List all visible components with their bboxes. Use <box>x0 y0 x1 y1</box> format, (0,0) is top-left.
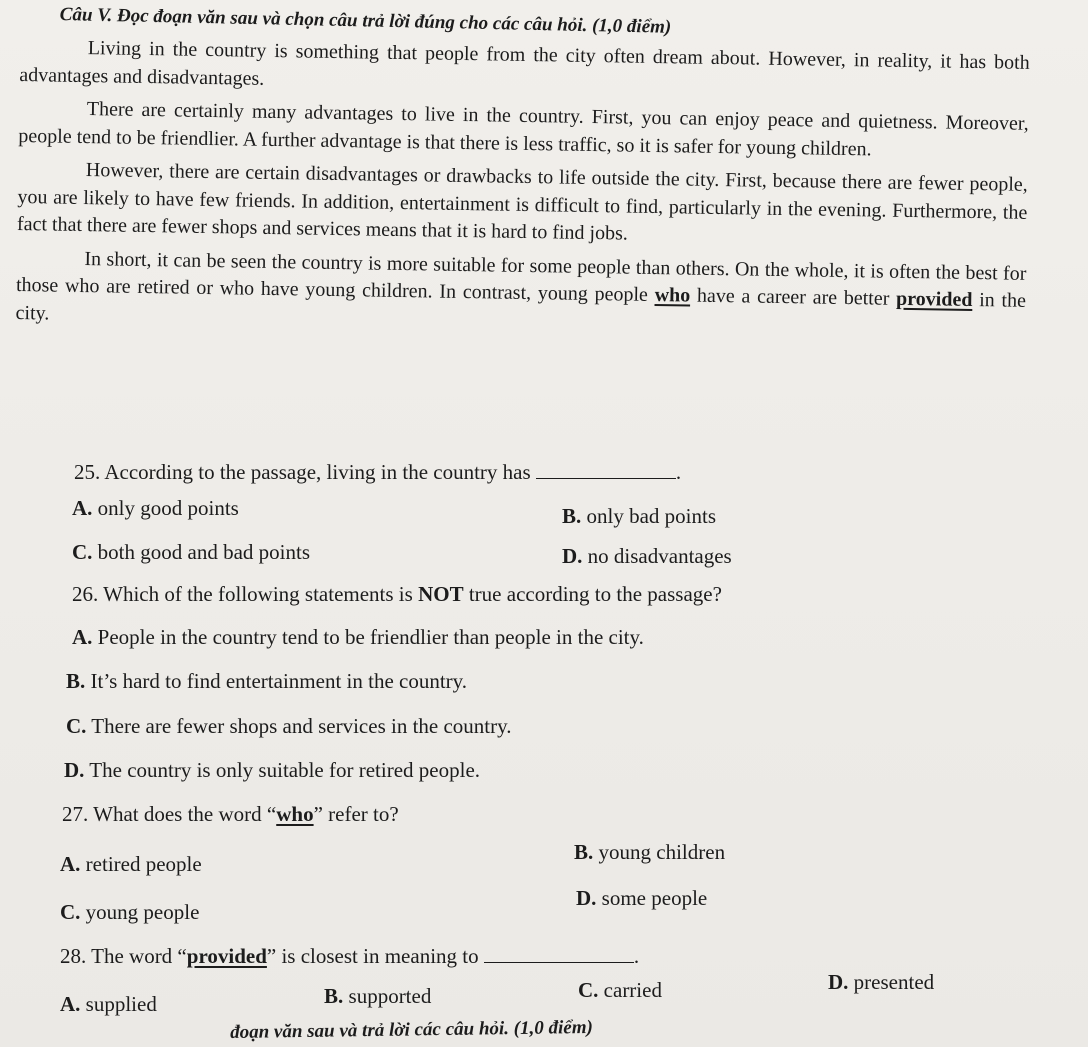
q28-option-c[interactable]: C. carried <box>578 978 662 1002</box>
passage-paragraph-3: However, there are certain disadvantages or drawbacks to life outside the city. First, because there are fewer people, you are likely to have few friends. In addition, entertainment is difficult to find, particularly in the evening. Furthermore, the fact that there are fewer shops and services means that it is hard to find jobs. <box>16 159 1028 245</box>
answer-blank <box>536 477 676 479</box>
question-26: 26. Which of the following statements is NOT true according to the passage? <box>72 582 722 606</box>
next-section-header: đoạn văn sau và trả lời các câu hỏi. (1,0 điểm) <box>230 1016 594 1043</box>
section-score: (1,0 điểm) <box>591 15 672 38</box>
q27-option-b[interactable]: B. young children <box>574 840 726 864</box>
q27-option-a[interactable]: A. retired people <box>60 852 202 876</box>
emphasis-not: NOT <box>418 582 464 606</box>
q28-option-a[interactable]: A. supplied <box>60 992 157 1016</box>
q25-option-c[interactable]: C. both good and bad points <box>72 540 310 564</box>
q26-option-a[interactable]: A. People in the country tend to be friendlier than people in the city. <box>72 625 644 649</box>
q28-option-b[interactable]: B. supported <box>324 984 432 1008</box>
question-27: 27. What does the word “who” refer to? <box>62 802 399 826</box>
quoted-word-provided: provided <box>186 944 267 968</box>
quoted-word-who: who <box>276 802 314 826</box>
q25-option-d[interactable]: D. no disadvantages <box>562 544 732 568</box>
q28-option-d[interactable]: D. presented <box>828 970 935 994</box>
underlined-word-who: who <box>654 284 691 307</box>
passage-paragraph-4: In short, it can be seen the country is more suitable for some people than others. On the whole, it is often the best for those who are retired or who have young children. In contrast, young people who have a career are better provided in the city. <box>15 247 1027 324</box>
section-header-text: Câu V. Đọc đoạn văn sau và chọn câu trả lời đúng cho các câu hỏi. <box>59 4 588 37</box>
q26-option-b[interactable]: B. It’s hard to find entertainment in the country. <box>66 669 468 693</box>
q27-option-c[interactable]: C. young people <box>60 900 200 924</box>
q25-option-b[interactable]: B. only bad points <box>562 504 717 528</box>
q25-option-a[interactable]: A. only good points <box>72 496 239 520</box>
question-28: 28. The word “provided” is closest in meaning to . <box>60 944 640 968</box>
underlined-word-provided: provided <box>895 287 973 311</box>
question-25: 25. According to the passage, living in the country has . <box>74 460 682 484</box>
passage-paragraph-1: Living in the country is something that people from the city often dream about. However, in reality, it has both advantages and disadvantages. <box>19 37 1030 90</box>
q27-option-d[interactable]: D. some people <box>576 886 708 910</box>
reading-passage <box>15 34 1029 343</box>
q26-option-d[interactable]: D. The country is only suitable for retired people. <box>64 758 481 782</box>
answer-blank <box>484 961 634 963</box>
q26-option-c[interactable]: C. There are fewer shops and services in the country. <box>66 714 512 738</box>
passage-paragraph-2: There are certainly many advantages to live in the country. First, you can enjoy peace and quietness. Moreover, people tend to be friendlier. A further advantage is that there is less traffic, so it is safer for young children. <box>18 98 1029 160</box>
